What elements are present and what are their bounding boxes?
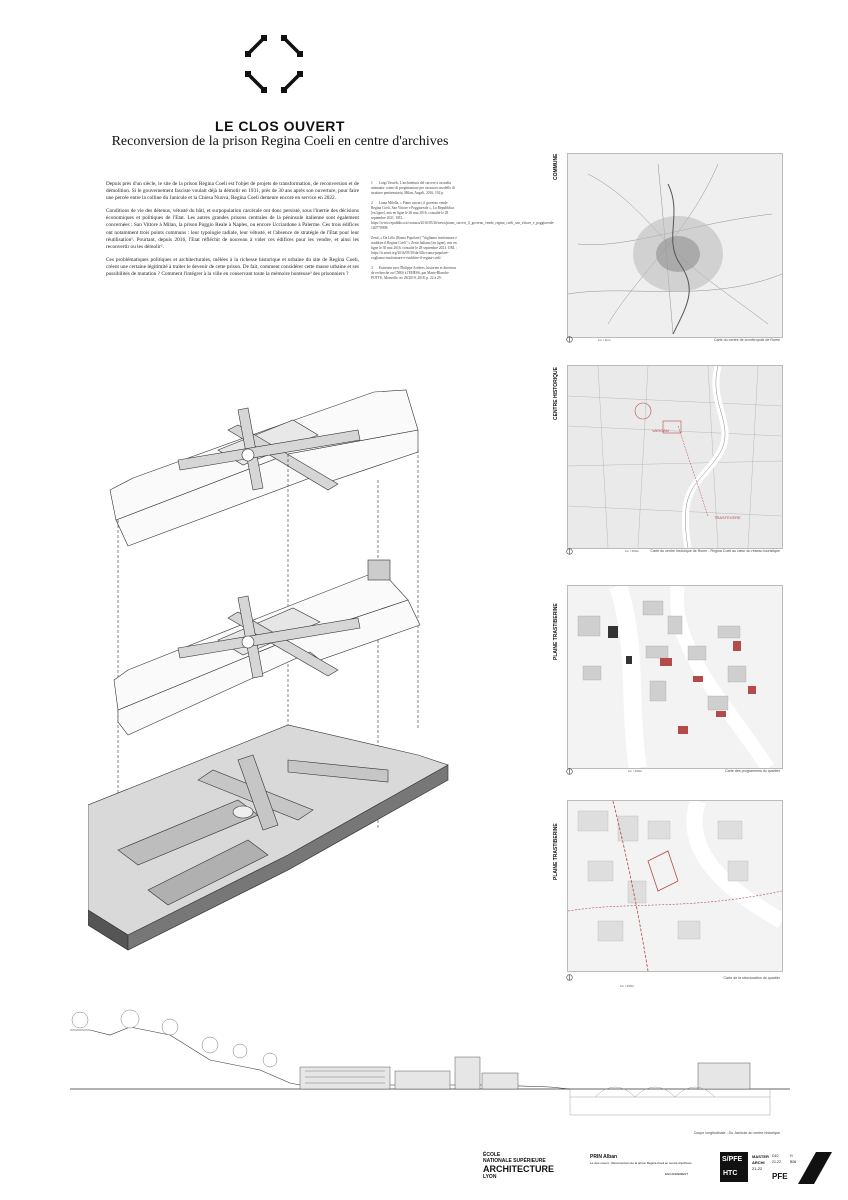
map-scale: 1m / 200m [620,984,635,988]
studio-badge [720,1152,748,1182]
map-label: CENTRE HISTORIQUE [553,367,559,420]
intro-paragraph: Conditions de vie des détenus, vétusté du bâti, et surpopulation carcérale ont donc persisté, sous l'inertie des décisions économiques et politiques de l'Etat. Les autres grandes prisons centrales de la péninsule italienne sont également concernées : San Vittore à Milan, la prison Poggio Reale à Naples, ou encore Ucciardone à Palerme. Ces trois édifices ont notamment trois points communs : leur typologie radiale, leur vétusté, et l'absence de stratégie de l'Etat pour leur réutilisation¹. Pourtant, depuis 2016, l'Etat réfléchit de nouveau à vider ces édifices pour les vendre, et ainsi les reconvertir ou les démolir². [106,208,359,250]
axonometric-massing-model [88,725,448,950]
grid-cell: H [790,1154,793,1158]
grid-cell: B06 [790,1160,797,1164]
map-commune-drawing [568,154,782,337]
north-arrow-icon [566,974,573,981]
jury-label: ENCADREMENT [665,1172,689,1176]
longitudinal-section-drawing [70,1005,790,1130]
page-subtitle: Reconversion de la prison Regina Coeli en centre d'archives [111,134,449,149]
north-arrow-icon [566,336,573,343]
school-line: LYON [483,1174,497,1180]
map-structuration [567,800,783,972]
school-name [483,1152,554,1180]
intro-paragraph: Depuis près d'un siècle, le site de la prison Regina Coeli est l'objet de projets de transformation, de reconversion et de démolition. Si le gouvernement fasciste voulait déjà la démolir en 1931, près de 30 ans après son ouverture, pour faire une percée entre la colline du Janicule et la Chiesa Nuova, Regina Coeli demeure encore en service en 2022. [106,181,359,202]
footnote-text: Entretien avec Philippe Artières, historien et directeur de recherche au CNRS à l'EHESS, par Marie-Blanche POTTE, Marseille, no 28/2019, 2018, p. 22 à 29. [371,266,457,280]
place-label: TRASTEVERE [714,515,741,520]
north-arrow-icon [566,548,573,555]
footnote-number: 1 [371,181,373,185]
page-title: LE CLOS OUVERT [215,118,345,134]
map-caption: Carte du centre de la métropole de Rome [713,338,780,342]
footnote-text: Luigi Vassels, L'architettura del carcere a custodia attenuata: criteri di progettazione per un nuovo modello di strutture penitenziaria, Milan, Angeli, 2016, 192 p. [371,181,455,195]
north-arrow-icon [566,768,573,775]
intro-text [106,181,359,284]
map-caption: Carte de la structuration du quartier [723,976,780,980]
map-centre-historique [567,365,783,549]
map-label: PLAINE TRASTIBERINE [553,823,559,880]
studio-label: S/PFE [722,1156,743,1163]
footnote [371,266,457,281]
student-name: PRIN Alban [590,1154,618,1160]
dept-label: ARCHI [752,1160,765,1165]
school-logo-icon [244,34,304,94]
map-scale: 1m / 1km [598,338,611,342]
pfe-label: PFE [772,1172,788,1181]
map-centre-historique-drawing [568,366,782,548]
footnote-text: Zenit, « Da Lillo (Roma Popolare) "Vogliamo trasformare e riaddrire il Regina Coeli" » Zenit Italiano [en ligne], mis en ligne le 30 mai 2016, consulté le 28 septembre 2021. URL : https://it.zenit.org/2016/05/30/da-lillo-roma-popolare-vogliamo-trasformare-e-riaddrire-il-regina-coeli/ [371,236,457,260]
footnote-number: 2 [371,201,373,205]
map-commune [567,153,783,338]
map-structuration-drawing [568,801,782,971]
footnote-text: Liana Milella, « Piano carceri, il governo vende Regina Coeli, San Vittore e Poggioreale », La Repubblica [en ligne], mis en ligne le 26 mai 2016, consulté le 28 septembre 2021. URL : https://www.repubblica.it/cronaca/2016/05/26/news/piano_carceri_il_governo_vende_regina_coeli_san_vittore_e_poggioreale-140770909/ [371,201,555,230]
map-scale: 1m / 200m [628,769,643,773]
degree-label: MASTER [752,1154,769,1159]
footnote [371,201,555,231]
slash-mark-icon [798,1152,832,1184]
axonometric-exploded-drawing [88,350,458,990]
grid-cell: 21-22 [772,1160,781,1164]
school-line: ÉCOLE [483,1152,501,1158]
project-title: Le clos ouvert - Reconversion de la prison Regina Coeli en centre d'archives [590,1161,692,1165]
domain-label: HTC [723,1170,738,1177]
footnote [371,236,457,261]
map-caption: Carte des programmes du quartier [725,769,780,773]
map-label: COMMUNE [553,153,559,180]
map-scale: 1m / 500m [625,549,640,553]
map-label: PLAINE TRASTIBERINE [553,603,559,660]
map-programmes [567,585,783,769]
footnotes [371,181,555,286]
map-programmes-drawing [568,586,782,768]
year-label: 21-22 [752,1166,763,1171]
intro-paragraph: Ces problématiques politiques et architecturales, mêlées à la richesse historique et urbaine du site de Regina Coeli, créent une certaine légitimité à traiter le devenir de cette prison. De fait, comment considérer cette masse urbaine et ses possibilités de mutation ? Comment l'intégrer à la ville en conservant toute la mémoire honteuse³ des prisonniers ? [106,256,359,278]
school-line: NATIONALE SUPÉRIEURE [483,1158,546,1164]
footnote-number: 3 [371,266,373,270]
section-caption: Coupe longitudinale - Du Janicule au centre historique [693,1131,780,1135]
grid-cell: D10 [772,1154,779,1158]
footnote [371,181,457,196]
place-label: VATICAN [652,428,669,433]
school-line: ARCHITECTURE [483,1164,554,1174]
map-caption: Carte du centre historique de Rome - Regina Coeli au cœur du réseau touristique [650,549,780,553]
